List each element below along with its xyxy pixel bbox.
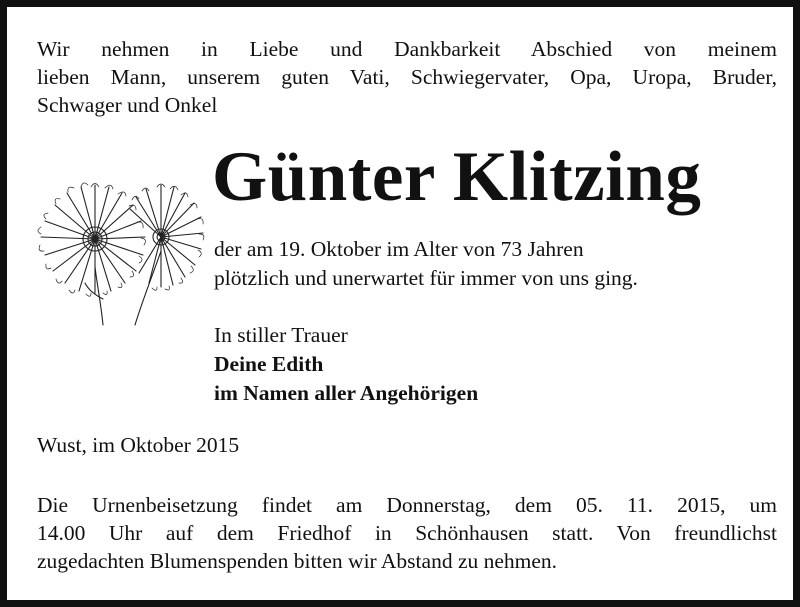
burial-line-3: zugedachten Blumenspenden bitten wir Abstand zu nehmen.	[37, 549, 558, 573]
mourning-intro: In stiller Trauer	[214, 323, 348, 347]
deceased-name: Günter Klitzing	[212, 138, 702, 216]
mourning-signer: Deine Edith	[214, 352, 324, 376]
mourning-relatives: im Namen aller Angehörigen	[214, 381, 479, 405]
death-line-2: plötzlich und unerwartet für immer von uns ging.	[214, 266, 638, 290]
burial-line-1: Die Urnenbeisetzung findet am Donnerstag, dem 05. 11. 2015, um	[37, 493, 777, 517]
intro-line-3: Schwager und Onkel	[37, 93, 218, 117]
intro-paragraph	[37, 35, 777, 119]
burial-line-2: 14.00 Uhr auf dem Friedhof in Schönhausen statt. Von freundlichst	[37, 521, 777, 545]
daisy-flowers-icon	[33, 179, 211, 327]
death-statement	[214, 235, 774, 293]
intro-line-2: lieben Mann, unserem guten Vati, Schwiegervater, Opa, Uropa, Bruder,	[37, 65, 777, 89]
death-line-1: der am 19. Oktober im Alter von 73 Jahren	[214, 237, 584, 261]
burial-paragraph	[37, 491, 777, 575]
place-date: Wust, im Oktober 2015	[37, 433, 240, 457]
intro-line-1: Wir nehmen in Liebe und Dankbarkeit Abschied von meinem	[37, 37, 777, 61]
mourning-signature	[214, 321, 774, 408]
